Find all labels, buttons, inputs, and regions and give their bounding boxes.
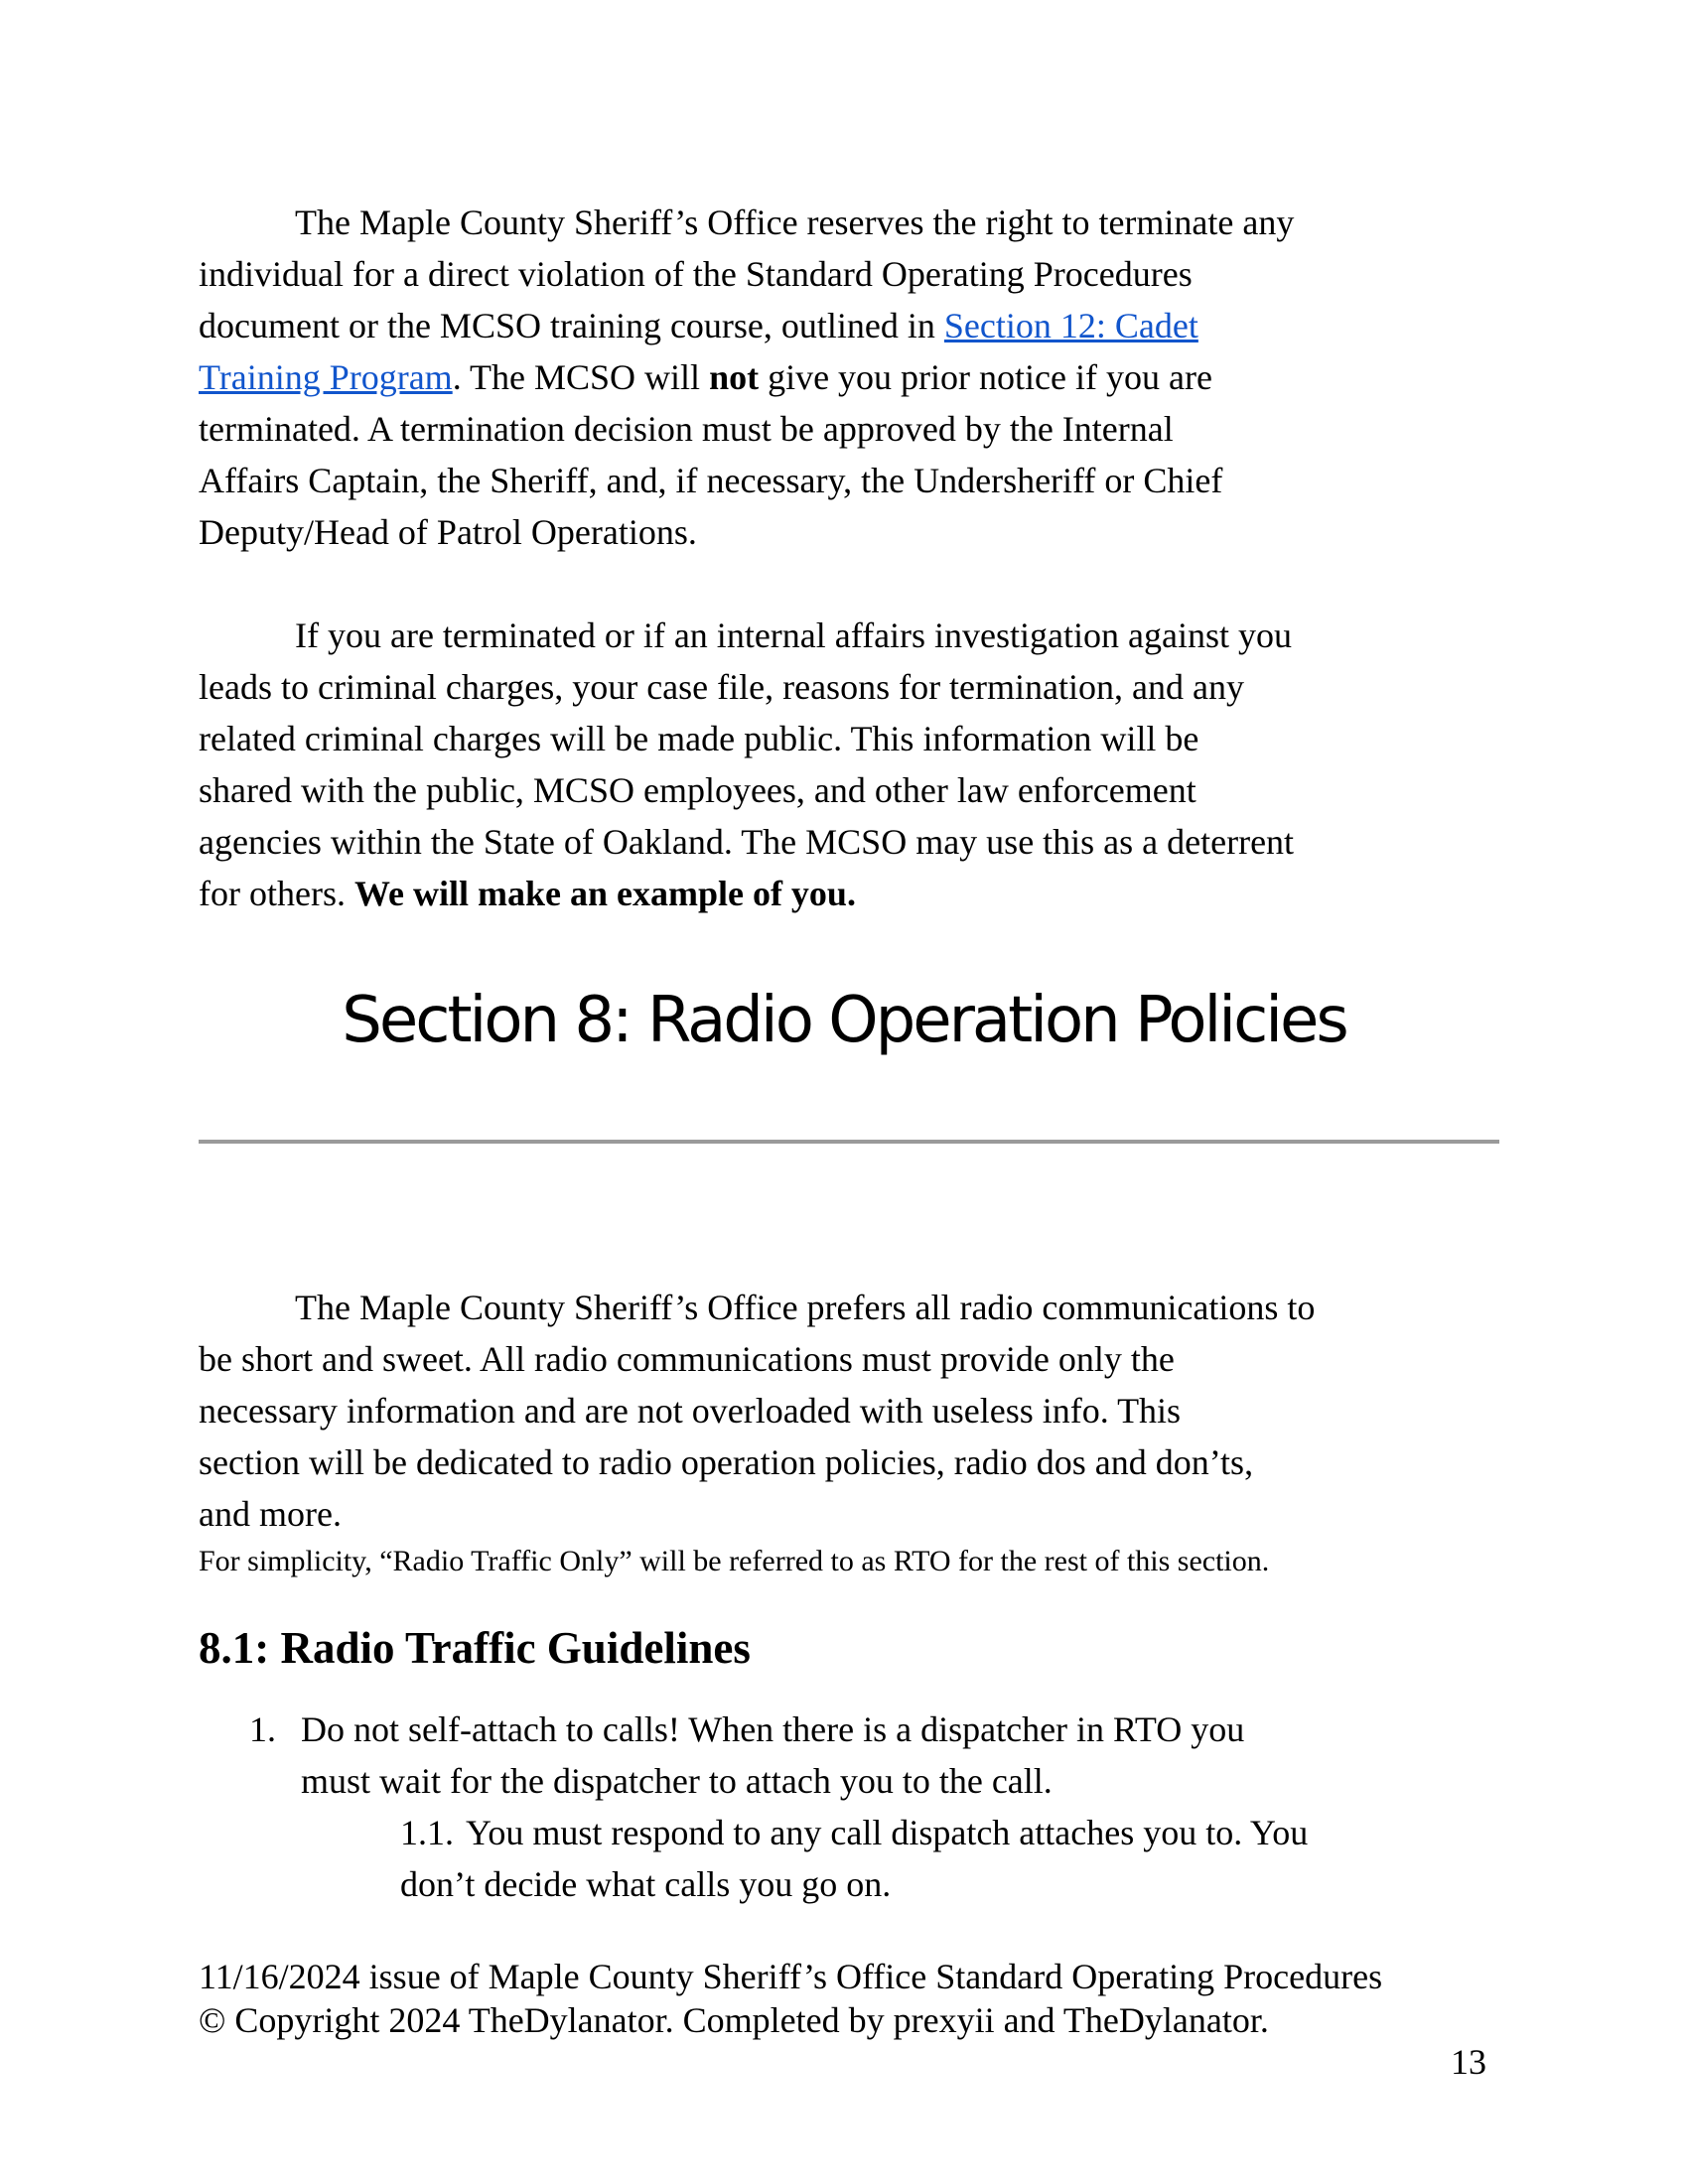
- text-segment: The Maple County Sheriff’s Office reserves the right to terminate any: [295, 203, 1295, 242]
- text-segment: terminated. A termination decision must be approved by the Internal: [199, 409, 1174, 449]
- text-segment: be short and sweet. All radio communications must provide only the: [199, 1339, 1175, 1379]
- section-title: Section 8: Radio Operation Policies: [342, 984, 1346, 1057]
- text-segment: shared with the public, MCSO employees, and other law enforcement: [199, 770, 1196, 810]
- paragraph-termination-publicity: [199, 610, 1499, 919]
- text-segment: for others.: [199, 874, 354, 913]
- text-segment: The Maple County Sheriff’s Office prefers all radio communications to: [295, 1288, 1316, 1327]
- text-segment: We will make an example of you.: [353, 874, 856, 913]
- list-item-1-1: [400, 1807, 1492, 1910]
- text-segment: leads to criminal charges, your case file, reasons for termination, and any: [199, 667, 1244, 707]
- text-segment: must wait for the dispatcher to attach you to the call.: [301, 1761, 1053, 1801]
- text-link[interactable]: Training Program: [199, 357, 453, 397]
- text-segment: Deputy/Head of Patrol Operations.: [199, 512, 697, 552]
- text-segment: necessary information and are not overloaded with useless info. This: [199, 1391, 1182, 1431]
- list-marker: 1.1.: [400, 1813, 454, 1852]
- subsection-title: 8.1: Radio Traffic Guidelines: [199, 1623, 751, 1673]
- text-segment: not: [709, 357, 760, 397]
- text-segment: document or the MCSO training course, outlined in: [199, 306, 944, 345]
- paragraph-radio-intro: [199, 1282, 1499, 1540]
- text-segment: You must respond to any call dispatch attaches you to. You: [466, 1813, 1309, 1852]
- list-marker: 1.: [249, 1709, 276, 1749]
- horizontal-rule: [199, 1140, 1499, 1144]
- text-segment: Affairs Captain, the Sheriff, and, if necessary, the Undersheriff or Chief: [199, 461, 1223, 500]
- paragraph-termination-policy: [199, 197, 1499, 558]
- text-segment: section will be dedicated to radio operation policies, radio dos and don’ts,: [199, 1442, 1254, 1482]
- text-segment: agencies within the State of Oakland. The MCSO may use this as a deterrent: [199, 822, 1295, 862]
- page-footer: [199, 1955, 1499, 2042]
- text-segment: . The MCSO will: [452, 357, 710, 397]
- text-segment: give you prior notice if you are: [759, 357, 1212, 397]
- note-rto-abbreviation: For simplicity, “Radio Traffic Only” will be referred to as RTO for the rest of this section.: [199, 1545, 1270, 1577]
- text-segment: and more.: [199, 1494, 342, 1534]
- page-number: 13: [1451, 2042, 1486, 2082]
- text-segment: don’t decide what calls you go on.: [400, 1864, 892, 1904]
- list-item-1: [249, 1704, 1492, 1807]
- footer-issue-line: 11/16/2024 issue of Maple County Sheriff’s Office Standard Operating Procedures: [199, 1957, 1383, 1996]
- text-segment: individual for a direct violation of the Standard Operating Procedures: [199, 254, 1193, 294]
- text-segment: Do not self-attach to calls! When there is a dispatcher in RTO you: [301, 1709, 1245, 1749]
- text-link[interactable]: Section 12: Cadet: [943, 306, 1198, 345]
- footer-copyright-line: © Copyright 2024 TheDylanator. Completed by prexyii and TheDylanator.: [199, 2000, 1269, 2040]
- text-segment: If you are terminated or if an internal affairs investigation against you: [295, 615, 1292, 655]
- text-segment: related criminal charges will be made public. This information will be: [199, 719, 1199, 758]
